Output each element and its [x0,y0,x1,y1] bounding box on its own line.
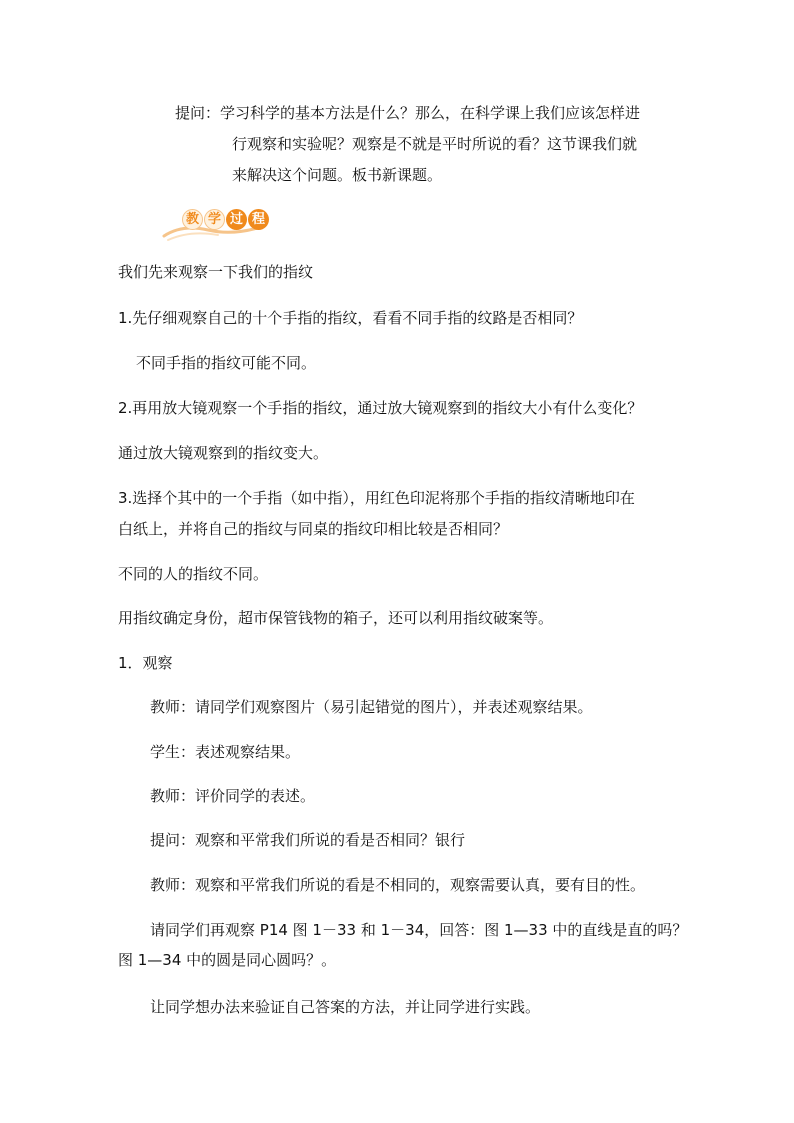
teaching-process-banner [160,206,270,242]
banner-char-1: 教 [182,209,203,230]
step-3-line-2: 白纸上，并将自己的指纹与同桌的指纹印相比较是否相同？ [118,520,509,538]
answer-3: 不同的人的指纹不同。 [118,565,269,583]
observe-paragraph-line-2: 图 1—34 中的圆是同心圆吗？。 [118,951,337,969]
step-2: 2.再用放大镜观察一个手指的指纹，通过放大镜观察到的指纹大小有什么变化？ [118,399,643,417]
question-line-1: 提问：学习科学的基本方法是什么？那么，在科学课上我们应该怎样进 [175,104,641,122]
section-heading: 1．观察 [118,654,173,672]
teacher-line-3: 教师：观察和平常我们所说的看是不相同的，观察需要认真，要有目的性。 [150,876,646,894]
fingerprint-uses: 用指纹确定身份，超市保管钱物的箱子，还可以利用指纹破案等。 [118,609,554,627]
banner-char-3: 过 [226,209,247,230]
observe-paragraph-line-1: 请同学们再观察 P14 图 1－33 和 1－34，回答：图 1—33 中的直线是直的吗？ [150,921,688,939]
question-line-3: 来解决这个问题。板书新课题。 [232,166,443,184]
answer-2: 通过放大镜观察到的指纹变大。 [118,444,329,462]
teacher-line-2: 教师：评价同学的表述。 [150,787,316,805]
intro-text: 我们先来观察一下我们的指纹 [118,263,314,281]
student-line-1: 学生：表述观察结果。 [150,743,301,761]
banner-char-2: 学 [204,209,225,230]
step-3-line-1: 3.选择个其中的一个手指（如中指），用红色印泥将那个手指的指纹清晰地印在 [118,489,635,507]
banner-char-4: 程 [248,209,269,230]
verify-paragraph: 让同学想办法来验证自己答案的方法，并让同学进行实践。 [150,998,541,1016]
step-1: 1.先仔细观察自己的十个手指的指纹，看看不同手指的纹路是否相同？ [118,309,583,327]
teacher-line-1: 教师：请同学们观察图片（易引起错觉的图片），并表述观察结果。 [150,698,593,716]
question-line-2: 行观察和实验呢？观察是不就是平时所说的看？这节课我们就 [232,135,638,153]
question-line-4: 提问：观察和平常我们所说的看是否相同？银行 [150,831,466,849]
answer-1: 不同手指的指纹可能不同。 [136,354,317,372]
